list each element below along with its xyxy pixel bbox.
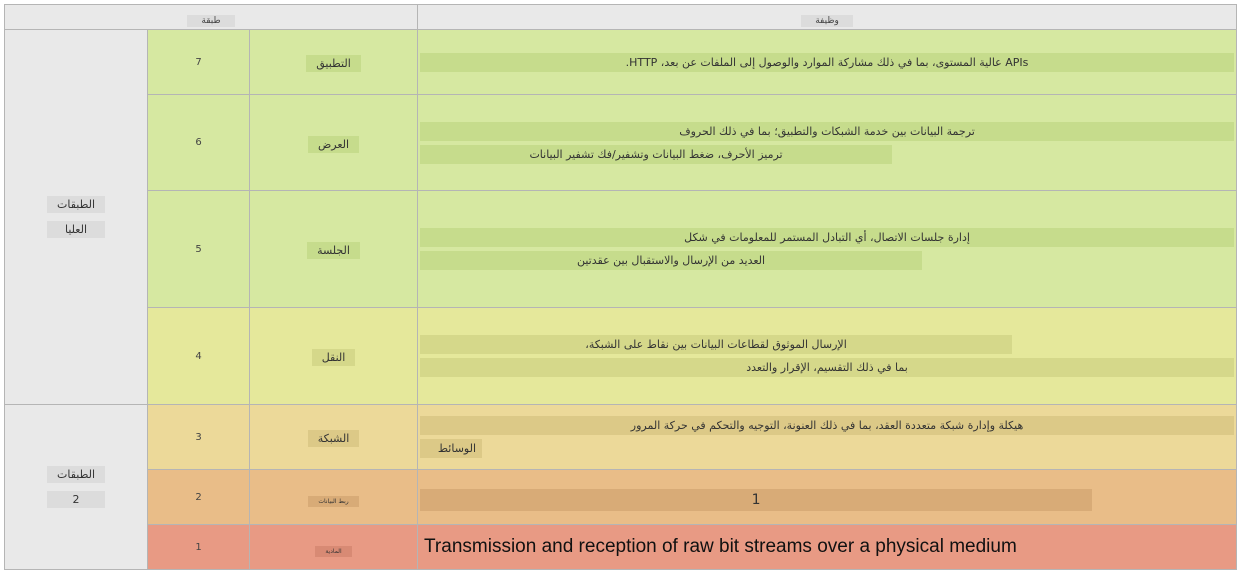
layer-name-cell [250, 470, 418, 525]
layer-name-cell [250, 191, 418, 308]
layer-row-3 [5, 405, 1237, 470]
layer-description [418, 191, 1237, 308]
layer-header-label: طبقة [187, 15, 234, 27]
description-line: بما في ذلك التقسيم، الإقرار والتعدد [420, 358, 1234, 377]
group-upper-line1: الطبقات [47, 196, 105, 213]
description-line: ترجمة البيانات بين خدمة الشبكات والتطبيق؛ بما في ذلك الحروف [420, 122, 1234, 141]
function-header-label: وظيفة [801, 15, 853, 27]
description-line: العديد من الإرسال والاستقبال بين عقدتين [420, 251, 922, 270]
description-line: Transmission and reception of raw bit streams over a physical medium [424, 536, 1017, 557]
header-row [5, 5, 1237, 30]
group-media-layers [5, 405, 148, 570]
layer-name: الجلسة [307, 242, 360, 259]
description-line: إدارة جلسات الاتصال، أي التبادل المستمر للمعلومات في شكل [420, 228, 1234, 247]
osi-layers-table [4, 4, 1237, 570]
layer-number: 4 [148, 308, 250, 405]
layer-name-cell [250, 308, 418, 405]
layer-row-5 [5, 191, 1237, 308]
layer-name-cell [250, 95, 418, 191]
layer-name-cell [250, 30, 418, 95]
layer-row-6 [5, 95, 1237, 191]
layer-name: المادية [315, 546, 351, 557]
group-media-line2: 2 [47, 491, 105, 508]
description-line: APIs عالية المستوى، بما في ذلك مشاركة الموارد والوصول إلى الملفات عن بعد، HTTP. [420, 53, 1234, 72]
layer-number: 7 [148, 30, 250, 95]
layer-number: 6 [148, 95, 250, 191]
description-line: الإرسال الموثوق لقطاعات البيانات بين نقاط على الشبكة، [420, 335, 1012, 354]
layer-row-7 [5, 30, 1237, 95]
layer-name: العرض [308, 136, 359, 153]
description-line: ترميز الأحرف، ضغط البيانات وتشفير/فك تشفير البيانات [420, 145, 892, 164]
layer-name-cell [250, 405, 418, 470]
layer-name: النقل [312, 349, 356, 366]
layer-row-2 [5, 470, 1237, 525]
layer-description [418, 405, 1237, 470]
layer-number: 3 [148, 405, 250, 470]
layer-name: الشبكة [308, 430, 360, 447]
layer-number: 2 [148, 470, 250, 525]
group-upper-line2: العليا [47, 221, 105, 238]
description-line: هيكلة وإدارة شبكة متعددة العقد، بما في ذلك العنونة، التوجيه والتحكم في حركة المرور [420, 416, 1234, 435]
group-media-line1: الطبقات [47, 466, 105, 483]
group-upper-layers [5, 30, 148, 405]
layer-name: التطبيق [306, 55, 361, 72]
layer-header [5, 5, 418, 30]
layer-description [418, 470, 1237, 525]
layer-row-1 [5, 525, 1237, 570]
layer-description [418, 308, 1237, 405]
layer-name: ربط البيانات [308, 496, 358, 507]
layer-number: 5 [148, 191, 250, 308]
layer-description [418, 95, 1237, 191]
layer-description [418, 525, 1237, 570]
description-line: 1 [420, 489, 1092, 511]
layer-row-4 [5, 308, 1237, 405]
layer-description [418, 30, 1237, 95]
layer-number: 1 [148, 525, 250, 570]
function-header [418, 5, 1237, 30]
layer-name-cell [250, 525, 418, 570]
description-line: الوسائط [420, 439, 482, 458]
